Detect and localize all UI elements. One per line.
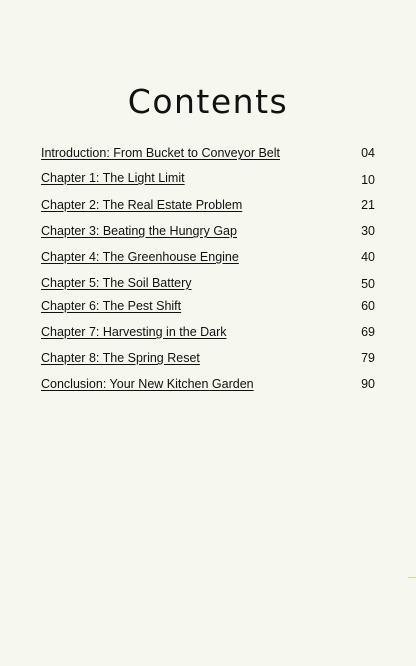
toc-page-number: 69 — [361, 325, 375, 339]
toc-link-introduction[interactable]: Introduction: From Bucket to Conveyor Belt — [41, 146, 280, 160]
toc-page-number: 04 — [361, 146, 375, 160]
toc-page-number: 40 — [361, 250, 375, 264]
toc-entry-introduction — [41, 144, 375, 162]
toc-link-chapter-4[interactable]: Chapter 4: The Greenhouse Engine — [41, 250, 239, 264]
toc-page-number: 60 — [361, 299, 375, 313]
toc-entry-chapter-6 — [41, 297, 375, 315]
page-title: Contents — [127, 82, 289, 121]
toc-entry-chapter-2 — [41, 196, 375, 214]
toc-link-chapter-1[interactable]: Chapter 1: The Light Limit — [41, 171, 185, 185]
toc-link-chapter-3[interactable]: Chapter 3: Beating the Hungry Gap — [41, 224, 237, 238]
toc-link-chapter-5[interactable]: Chapter 5: The Soil Battery — [41, 276, 192, 290]
toc-entry-conclusion — [41, 375, 375, 393]
toc-entry-chapter-5 — [41, 275, 375, 293]
toc-entry-chapter-4 — [41, 248, 375, 266]
toc-link-chapter-2[interactable]: Chapter 2: The Real Estate Problem — [41, 198, 243, 212]
toc-link-conclusion[interactable]: Conclusion: Your New Kitchen Garden — [41, 377, 254, 391]
toc-page-number: 10 — [361, 173, 375, 187]
toc-link-chapter-7[interactable]: Chapter 7: Harvesting in the Dark — [41, 325, 227, 339]
toc-page-number: 79 — [361, 351, 375, 365]
toc-entry-chapter-8 — [41, 349, 375, 367]
toc-entry-chapter-3 — [41, 222, 375, 240]
toc-page-number: 90 — [361, 377, 375, 391]
page-edge-accent — [408, 577, 416, 578]
toc-page-number: 50 — [361, 277, 375, 291]
toc-entry-chapter-7 — [41, 323, 375, 341]
toc-entry-chapter-1 — [41, 171, 375, 189]
toc-page-number: 21 — [361, 198, 375, 212]
toc-page-number: 30 — [361, 224, 375, 238]
toc-link-chapter-8[interactable]: Chapter 8: The Spring Reset — [41, 351, 200, 365]
toc-link-chapter-6[interactable]: Chapter 6: The Pest Shift — [41, 299, 182, 313]
